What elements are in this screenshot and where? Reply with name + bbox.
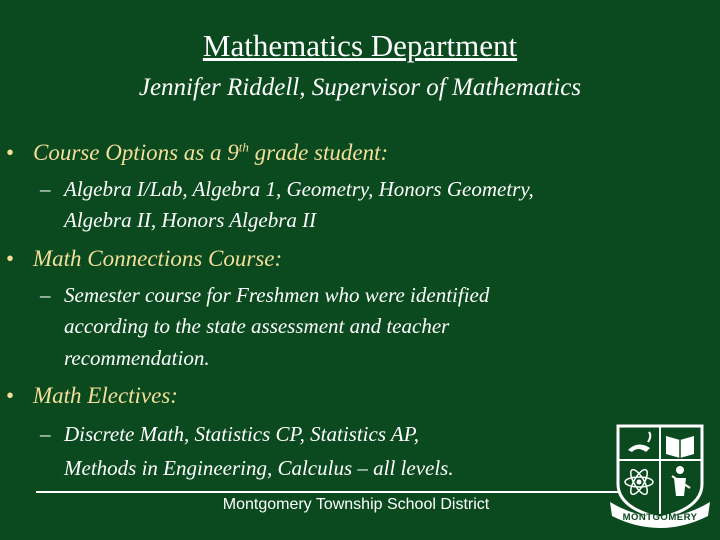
sub-bullet-line: Methods in Engineering, Calculus – all levels.	[64, 456, 454, 480]
bullet-marker: •	[6, 246, 15, 271]
page-title: Mathematics Department	[202, 28, 518, 63]
sub-bullet-line: Algebra I/Lab, Algebra 1, Geometry, Honors Geometry,	[64, 177, 534, 201]
dash-marker: –	[40, 422, 51, 446]
bullet-label: Course Options as a 9th grade student:	[33, 139, 389, 165]
sub-bullet-line: Discrete Math, Statistics CP, Statistics AP,	[64, 422, 420, 446]
page-subtitle: Jennifer Riddell, Supervisor of Mathematics	[138, 74, 582, 101]
footer-text: Montgomery Township School District	[222, 496, 490, 513]
dash-marker: –	[40, 177, 51, 201]
school-seal-icon	[608, 420, 712, 530]
dash-marker: –	[40, 283, 51, 307]
sub-bullet-line: Semester course for Freshmen who were identified	[64, 283, 490, 307]
seal-banner-text: MONTGOMERY	[622, 512, 698, 523]
bullet-label: Math Connections Course:	[33, 246, 283, 271]
sub-bullet-line: Algebra II, Honors Algebra II	[64, 208, 317, 232]
bullet-marker: •	[6, 383, 15, 408]
bullet-marker: •	[6, 140, 15, 165]
sub-bullet-line: recommendation.	[64, 346, 210, 370]
footer-divider	[36, 491, 626, 493]
bullet-label: Math Electives:	[33, 383, 178, 408]
sub-bullet-line: according to the state assessment and teacher	[64, 314, 450, 338]
